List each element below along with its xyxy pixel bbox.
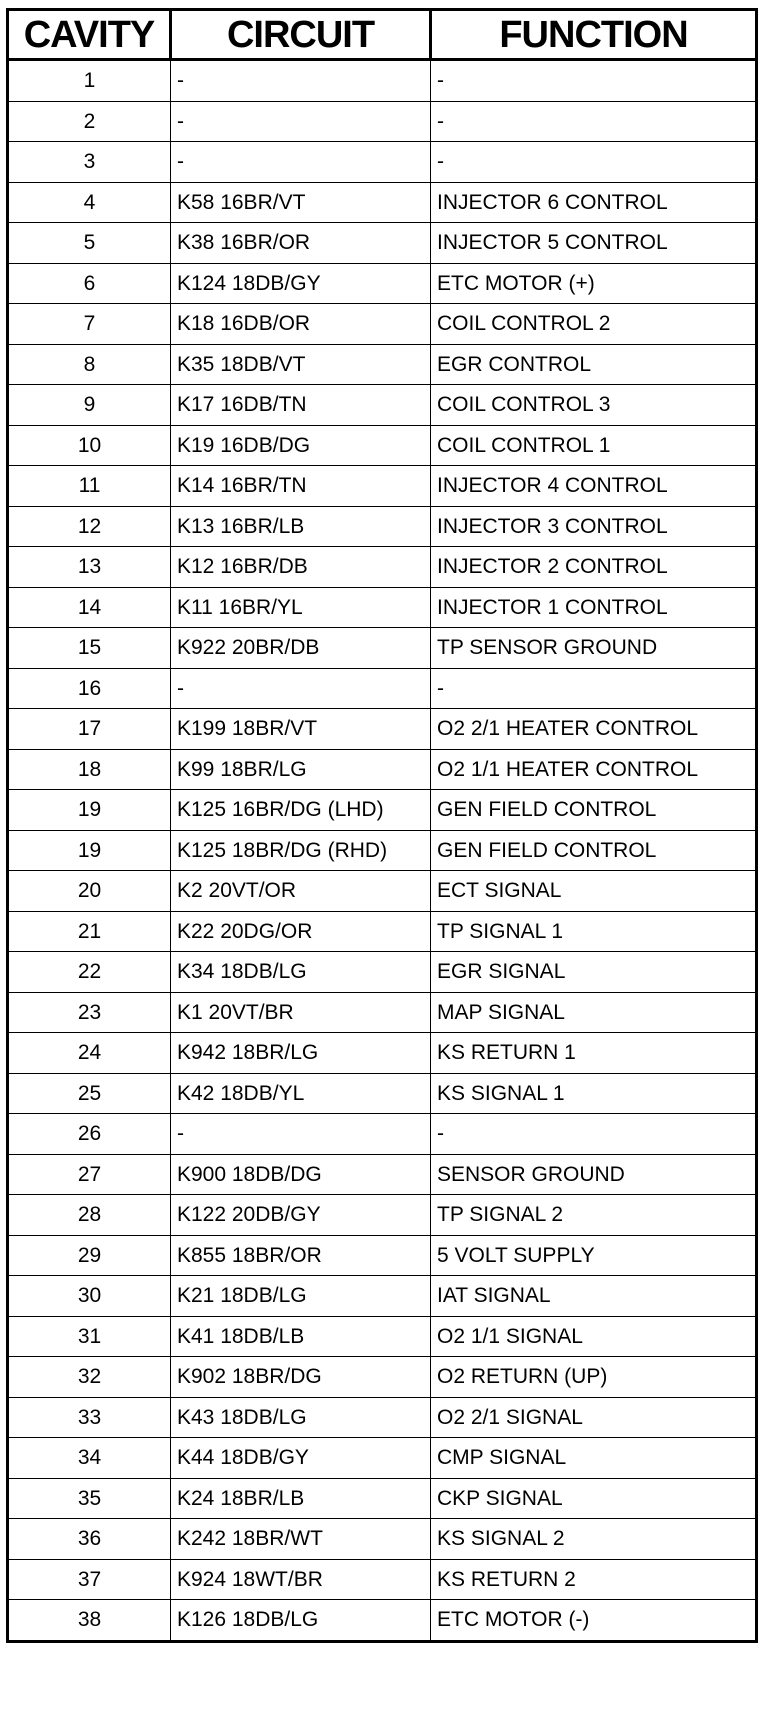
circuit-column-header: CIRCUIT <box>171 10 431 60</box>
circuit-cell: K900 18DB/DG <box>171 1154 431 1195</box>
table-row <box>8 1114 757 1155</box>
circuit-cell: - <box>171 142 431 183</box>
function-cell: INJECTOR 3 CONTROL <box>431 506 757 547</box>
table-row <box>8 1195 757 1236</box>
table-row <box>8 425 757 466</box>
cavity-cell: 19 <box>8 790 171 831</box>
cavity-cell: 31 <box>8 1316 171 1357</box>
circuit-cell: K924 18WT/BR <box>171 1559 431 1600</box>
cavity-cell: 13 <box>8 547 171 588</box>
circuit-cell: K11 16BR/YL <box>171 587 431 628</box>
function-cell: CKP SIGNAL <box>431 1478 757 1519</box>
connector-pinout-table <box>6 8 758 1643</box>
cavity-cell: 4 <box>8 182 171 223</box>
cavity-cell: 2 <box>8 101 171 142</box>
cavity-cell: 38 <box>8 1600 171 1642</box>
function-cell: INJECTOR 2 CONTROL <box>431 547 757 588</box>
cavity-cell: 12 <box>8 506 171 547</box>
function-cell: KS RETURN 1 <box>431 1033 757 1074</box>
table-row <box>8 1438 757 1479</box>
function-cell: SENSOR GROUND <box>431 1154 757 1195</box>
function-cell: TP SIGNAL 2 <box>431 1195 757 1236</box>
circuit-cell: K942 18BR/LG <box>171 1033 431 1074</box>
circuit-cell: - <box>171 60 431 102</box>
circuit-cell: K12 16BR/DB <box>171 547 431 588</box>
table-row <box>8 1478 757 1519</box>
circuit-cell: K44 18DB/GY <box>171 1438 431 1479</box>
table-row <box>8 1519 757 1560</box>
table-row <box>8 628 757 669</box>
function-cell: GEN FIELD CONTROL <box>431 830 757 871</box>
circuit-cell: - <box>171 668 431 709</box>
circuit-cell: K122 20DB/GY <box>171 1195 431 1236</box>
function-cell: 5 VOLT SUPPLY <box>431 1235 757 1276</box>
table-row <box>8 1276 757 1317</box>
function-cell: KS SIGNAL 1 <box>431 1073 757 1114</box>
cavity-cell: 1 <box>8 60 171 102</box>
cavity-cell: 34 <box>8 1438 171 1479</box>
circuit-cell: K34 18DB/LG <box>171 952 431 993</box>
function-cell: COIL CONTROL 2 <box>431 304 757 345</box>
circuit-cell: K38 16BR/OR <box>171 223 431 264</box>
function-cell: MAP SIGNAL <box>431 992 757 1033</box>
circuit-cell: K125 16BR/DG (LHD) <box>171 790 431 831</box>
cavity-cell: 7 <box>8 304 171 345</box>
function-cell: TP SENSOR GROUND <box>431 628 757 669</box>
table-row <box>8 1397 757 1438</box>
cavity-cell: 16 <box>8 668 171 709</box>
cavity-cell: 23 <box>8 992 171 1033</box>
table-row <box>8 101 757 142</box>
circuit-cell: K58 16BR/VT <box>171 182 431 223</box>
circuit-cell: K21 18DB/LG <box>171 1276 431 1317</box>
cavity-cell: 27 <box>8 1154 171 1195</box>
circuit-cell: K24 18BR/LB <box>171 1478 431 1519</box>
table-row <box>8 223 757 264</box>
table-body <box>8 60 757 1642</box>
cavity-cell: 20 <box>8 871 171 912</box>
function-cell: KS RETURN 2 <box>431 1559 757 1600</box>
table-row <box>8 1033 757 1074</box>
function-cell: GEN FIELD CONTROL <box>431 790 757 831</box>
table-row <box>8 466 757 507</box>
function-cell: INJECTOR 5 CONTROL <box>431 223 757 264</box>
cavity-cell: 33 <box>8 1397 171 1438</box>
circuit-cell: - <box>171 1114 431 1155</box>
table-header <box>8 10 757 60</box>
cavity-cell: 26 <box>8 1114 171 1155</box>
cavity-cell: 25 <box>8 1073 171 1114</box>
circuit-cell: K1 20VT/BR <box>171 992 431 1033</box>
table-row <box>8 1154 757 1195</box>
header-row <box>8 10 757 60</box>
table-row <box>8 60 757 102</box>
cavity-cell: 18 <box>8 749 171 790</box>
function-cell: O2 2/1 HEATER CONTROL <box>431 709 757 750</box>
cavity-cell: 30 <box>8 1276 171 1317</box>
circuit-cell: K14 16BR/TN <box>171 466 431 507</box>
cavity-cell: 10 <box>8 425 171 466</box>
cavity-cell: 6 <box>8 263 171 304</box>
table-row <box>8 911 757 952</box>
table-row <box>8 385 757 426</box>
circuit-cell: K199 18BR/VT <box>171 709 431 750</box>
circuit-cell: K35 18DB/VT <box>171 344 431 385</box>
table-row <box>8 182 757 223</box>
circuit-cell: K922 20BR/DB <box>171 628 431 669</box>
circuit-cell: K13 16BR/LB <box>171 506 431 547</box>
table-row <box>8 506 757 547</box>
cavity-cell: 35 <box>8 1478 171 1519</box>
table-row <box>8 668 757 709</box>
cavity-cell: 29 <box>8 1235 171 1276</box>
table-row <box>8 992 757 1033</box>
table-row <box>8 547 757 588</box>
cavity-cell: 15 <box>8 628 171 669</box>
circuit-cell: - <box>171 101 431 142</box>
cavity-cell: 17 <box>8 709 171 750</box>
circuit-cell: K126 18DB/LG <box>171 1600 431 1642</box>
circuit-cell: K22 20DG/OR <box>171 911 431 952</box>
function-cell: IAT SIGNAL <box>431 1276 757 1317</box>
function-cell: O2 RETURN (UP) <box>431 1357 757 1398</box>
cavity-cell: 8 <box>8 344 171 385</box>
function-cell: INJECTOR 1 CONTROL <box>431 587 757 628</box>
cavity-cell: 19 <box>8 830 171 871</box>
function-cell: - <box>431 60 757 102</box>
circuit-cell: K17 16DB/TN <box>171 385 431 426</box>
cavity-cell: 24 <box>8 1033 171 1074</box>
function-cell: CMP SIGNAL <box>431 1438 757 1479</box>
function-cell: O2 1/1 HEATER CONTROL <box>431 749 757 790</box>
table-row <box>8 344 757 385</box>
cavity-cell: 37 <box>8 1559 171 1600</box>
function-cell: COIL CONTROL 1 <box>431 425 757 466</box>
table-row <box>8 871 757 912</box>
function-cell: TP SIGNAL 1 <box>431 911 757 952</box>
function-cell: KS SIGNAL 2 <box>431 1519 757 1560</box>
table-row <box>8 304 757 345</box>
cavity-cell: 32 <box>8 1357 171 1398</box>
table-row <box>8 1073 757 1114</box>
cavity-cell: 9 <box>8 385 171 426</box>
function-cell: ETC MOTOR (+) <box>431 263 757 304</box>
function-cell: EGR CONTROL <box>431 344 757 385</box>
function-cell: - <box>431 142 757 183</box>
table-row <box>8 263 757 304</box>
circuit-cell: K855 18BR/OR <box>171 1235 431 1276</box>
circuit-cell: K242 18BR/WT <box>171 1519 431 1560</box>
function-cell: INJECTOR 6 CONTROL <box>431 182 757 223</box>
function-cell: ETC MOTOR (-) <box>431 1600 757 1642</box>
table-row <box>8 587 757 628</box>
circuit-cell: K125 18BR/DG (RHD) <box>171 830 431 871</box>
cavity-cell: 21 <box>8 911 171 952</box>
function-cell: COIL CONTROL 3 <box>431 385 757 426</box>
table-row <box>8 830 757 871</box>
function-cell: EGR SIGNAL <box>431 952 757 993</box>
function-cell: O2 2/1 SIGNAL <box>431 1397 757 1438</box>
table-row <box>8 1559 757 1600</box>
function-cell: INJECTOR 4 CONTROL <box>431 466 757 507</box>
cavity-cell: 11 <box>8 466 171 507</box>
table-row <box>8 749 757 790</box>
circuit-cell: K124 18DB/GY <box>171 263 431 304</box>
table-row <box>8 709 757 750</box>
function-cell: O2 1/1 SIGNAL <box>431 1316 757 1357</box>
circuit-cell: K43 18DB/LG <box>171 1397 431 1438</box>
table-row <box>8 790 757 831</box>
circuit-cell: K902 18BR/DG <box>171 1357 431 1398</box>
table-row <box>8 142 757 183</box>
circuit-cell: K42 18DB/YL <box>171 1073 431 1114</box>
cavity-cell: 28 <box>8 1195 171 1236</box>
cavity-cell: 36 <box>8 1519 171 1560</box>
table-row <box>8 1357 757 1398</box>
circuit-cell: K18 16DB/OR <box>171 304 431 345</box>
function-cell: ECT SIGNAL <box>431 871 757 912</box>
table-row <box>8 952 757 993</box>
function-column-header: FUNCTION <box>431 10 757 60</box>
circuit-cell: K41 18DB/LB <box>171 1316 431 1357</box>
table-row <box>8 1235 757 1276</box>
cavity-column-header: CAVITY <box>8 10 171 60</box>
cavity-cell: 22 <box>8 952 171 993</box>
table-row <box>8 1600 757 1642</box>
circuit-cell: K19 16DB/DG <box>171 425 431 466</box>
function-cell: - <box>431 668 757 709</box>
function-cell: - <box>431 101 757 142</box>
cavity-cell: 3 <box>8 142 171 183</box>
circuit-cell: K99 18BR/LG <box>171 749 431 790</box>
circuit-cell: K2 20VT/OR <box>171 871 431 912</box>
cavity-cell: 14 <box>8 587 171 628</box>
cavity-cell: 5 <box>8 223 171 264</box>
table-row <box>8 1316 757 1357</box>
function-cell: - <box>431 1114 757 1155</box>
